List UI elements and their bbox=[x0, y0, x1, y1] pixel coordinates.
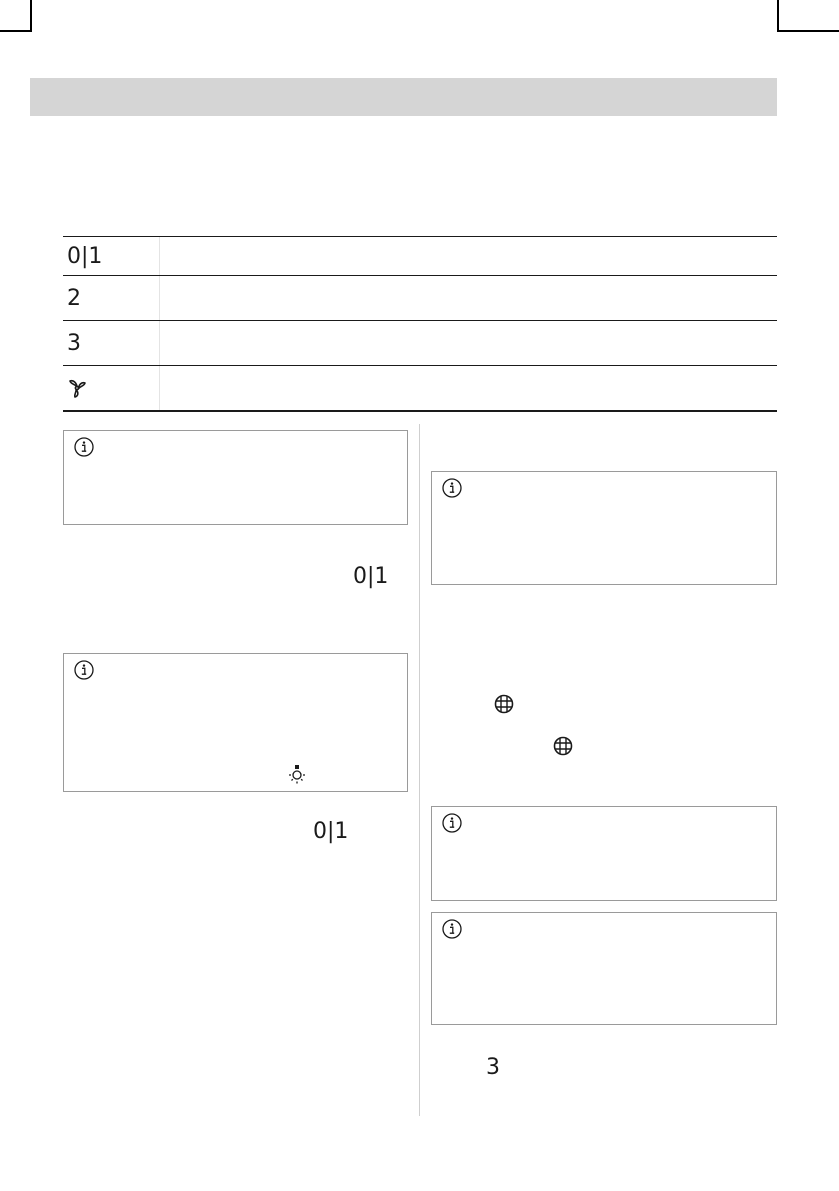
corner-mark-top-right-horizontal bbox=[777, 30, 839, 32]
symbol-table bbox=[63, 236, 777, 412]
step-3-symbol-inline: 3 bbox=[486, 1055, 500, 1080]
grid-globe-icon bbox=[553, 736, 573, 756]
table-row bbox=[63, 275, 777, 320]
info-box-left-1 bbox=[63, 430, 408, 525]
fan-icon bbox=[67, 378, 87, 398]
info-circle-icon bbox=[442, 478, 462, 498]
grid-globe-icon bbox=[494, 694, 514, 714]
column-divider bbox=[419, 424, 420, 1116]
symbol-step-3: 3 bbox=[63, 321, 160, 365]
symbol-step-2: 2 bbox=[63, 276, 160, 320]
symbol-power-on-off: 0|1 bbox=[63, 237, 160, 275]
section-header-band bbox=[30, 78, 777, 116]
table-row bbox=[63, 320, 777, 365]
info-circle-icon bbox=[74, 437, 94, 457]
corner-mark-top-right-vertical bbox=[777, 0, 779, 32]
info-box-right-3 bbox=[431, 912, 777, 1025]
info-box-right-1 bbox=[431, 471, 777, 585]
info-box-left-2 bbox=[63, 653, 408, 792]
info-circle-icon bbox=[74, 660, 94, 680]
corner-mark-top-left-horizontal bbox=[0, 30, 32, 32]
info-circle-icon bbox=[442, 813, 462, 833]
light-bulb-icon bbox=[286, 764, 308, 786]
corner-mark-top-left-vertical bbox=[30, 0, 32, 32]
table-row bbox=[63, 236, 777, 275]
power-symbol-inline-1: 0|1 bbox=[353, 564, 389, 589]
table-row bbox=[63, 365, 777, 412]
power-symbol-inline-2: 0|1 bbox=[313, 819, 349, 844]
info-circle-icon bbox=[442, 919, 462, 939]
symbol-fan bbox=[63, 366, 160, 410]
info-box-right-2 bbox=[431, 806, 777, 901]
